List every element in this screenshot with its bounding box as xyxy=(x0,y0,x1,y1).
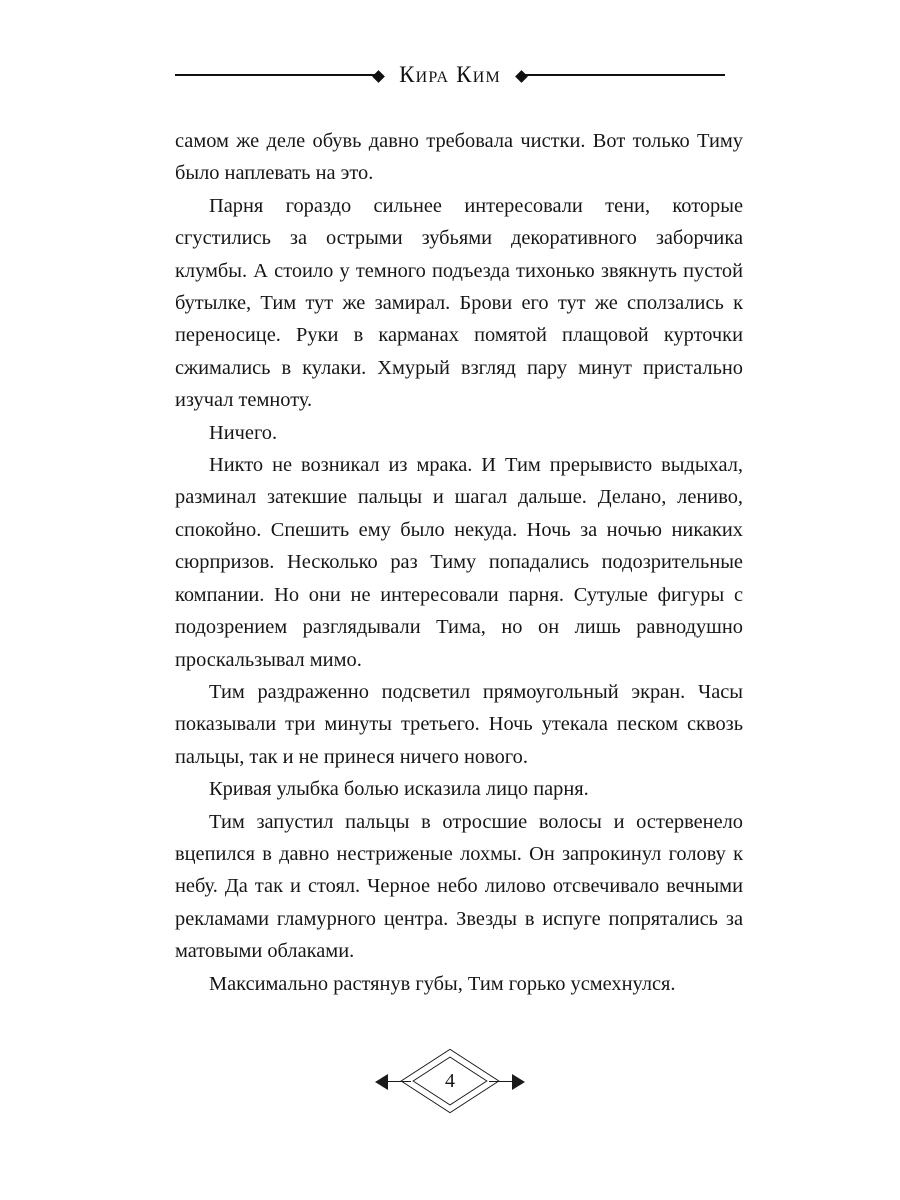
paragraph: Ничего. xyxy=(209,421,278,444)
paragraph: Никто не возникал из мрака. И Тим прерывисто выдыхал, разминал затекшие пальцы и шагал дальше. Делано, лениво, спокойно. Спешить ему было некуда. Ночь за ночью никаких сюрпризов. Несколько раз Тиму попадались подозрительные компании. Но они не интересовали парня. Сутулые фигуры с подозрением разглядывали Тима, но он лишь равнодушно проскальзывал мимо. xyxy=(175,454,743,671)
page-footer xyxy=(0,1050,900,1112)
paragraph: Тим запустил пальцы в отросшие волосы и остервенело вцепился в давно нестриженые лохмы. Он запрокинул голову к небу. Да так и стоял. Черное небо лилово отсвечивало вечными рекламами гламурного центра. Звезды в испуге попрятались за матовыми облаками. xyxy=(175,810,743,963)
paragraph: Кривая улыбка болью исказила лицо парня. xyxy=(209,778,589,801)
running-head xyxy=(175,62,725,88)
body-text xyxy=(175,125,743,1000)
header-rule-left xyxy=(175,74,381,76)
paragraph: Тим раздраженно подсветил прямоугольный экран. Часы показывали три минуты третьего. Ночь утекала песком сквозь пальцы, так и не принеся ничего нового. xyxy=(175,680,743,768)
page-number: 4 xyxy=(438,1071,462,1091)
page-title: Кира Ким xyxy=(399,62,501,87)
paragraph: самом же деле обувь давно требовала чистки. Вот только Тиму было наплевать на это. xyxy=(175,130,743,185)
paragraph: Парня гораздо сильнее интересовали тени, которые сгустились за острыми зубьями декоративного заборчика клумбы. А стоило у темного подъезда тихонько звякнуть пустой бутылке, Тим тут же замирал. Брови его тут же сползались к переносице. Руки в карманах помятой плащовой курточки сжимались в кулаки. Хмурый взгляд пару минут пристально изучал темноту. xyxy=(175,194,743,412)
diamond-ornament-icon xyxy=(375,1050,525,1112)
paragraph: Максимально растянув губы, Тим горько усмехнулся. xyxy=(209,972,676,995)
header-rule-right xyxy=(519,74,725,76)
